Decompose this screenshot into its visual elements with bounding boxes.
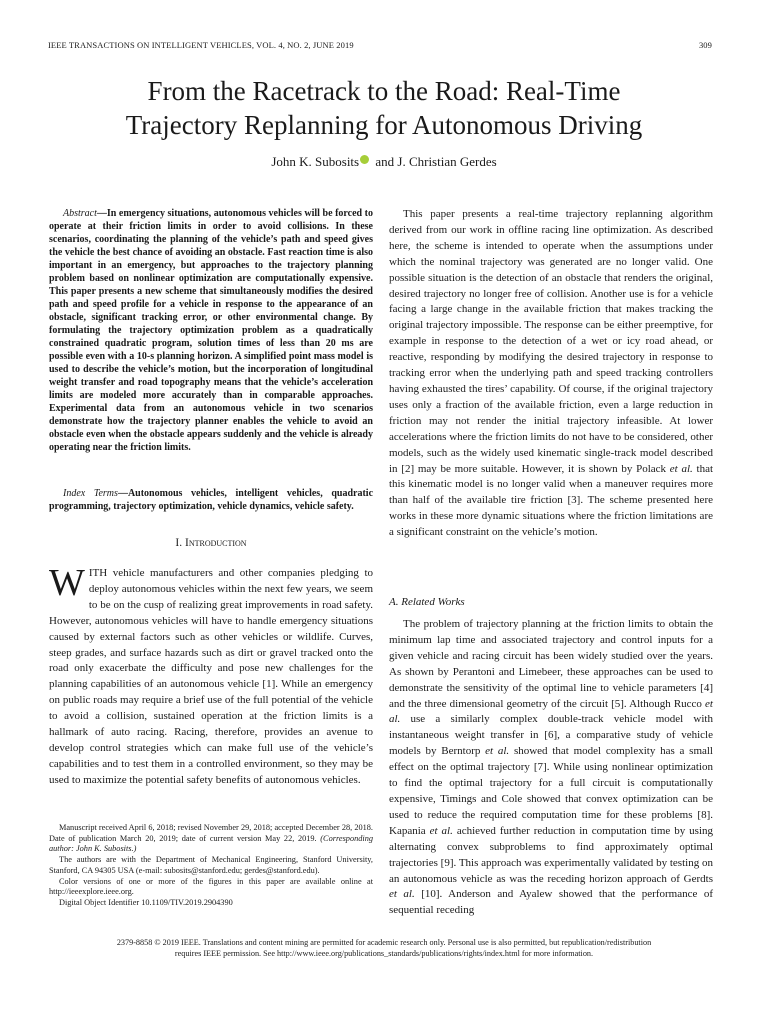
paper-title (0, 74, 768, 142)
index-terms-lead: Index Terms (63, 488, 118, 499)
footnote-received-text: Manuscript received April 6, 2018; revised November 29, 2018; accepted December 28, 2018. Date of publication March 20, 2019; date of current version May 22, 2019. (49, 823, 373, 843)
page-number: 309 (698, 40, 712, 50)
related-part-c: showed that model complexity has a small effect on the optimal trajectory [7]. While using nonlinear optimization to find the optimal trajectory for a full circuit is computationally expensive, Timings and Cole showed that convex optimization can be used to reduce the required computation time for these problems [8]. Kapania (389, 745, 713, 837)
title-line-1: From the Racetrack to the Road: Real-Time (147, 76, 621, 106)
copyright-notice (40, 937, 728, 959)
abstract (49, 207, 373, 454)
copyright-line-2: requires IEEE permission. See http://www.ieee.org/publications_standards/publications/rights/index.html for more information. (174, 949, 594, 958)
footnote-doi: Digital Object Identifier 10.1109/TIV.2019.2904390 (59, 897, 233, 907)
related-works-paragraph (389, 617, 713, 919)
right-paragraph-1-etal: et al. (669, 462, 693, 475)
index-terms-text: —Autonomous vehicles, intelligent vehicles, quadratic programming, trajectory optimization, vehicle dynamics, vehicle safety. (49, 488, 374, 512)
related-part-d: achieved further reduction in computation time by using alternating convex subproblems to find approximately optimal trajectories [9]. This approach was experimentally validated by testing on an autonomous vehicle as was the receding horizon approach of Gerdts (389, 824, 714, 885)
introduction-paragraph (49, 562, 373, 789)
abstract-text: —In emergency situations, autonomous vehicles will be forced to operate at their friction limits in order to avoid collisions. In these scenarios, coordinating the planning of the vehicle’s path and speed gives the vehicle the best chance of avoiding an obstacle. Fast reaction time is also important in an emergency, but approaches to the trajectory planning problem based on nonlinear optimization are computationally expensive. This paper presents a new scheme that simultaneously modifies the desired path and speed profile for a vehicle in response to the appearance of an obstacle, significant tracking error, or other environmental change. By formulating the trajectory optimization problem as a quadratically constrained quadratic program, solution times of less than 20 ms are possible even with a 10-s planning horizon. A simplified point mass model is used to describe the vehicle’s motion, but the incorporation of longitudinal weight transfer and road topography means that the vehicle’s acceleration limits are modeled more accurately than in comparable approaches. Experimental data from an autonomous vehicle in two scenarios demonstrate how the trajectory planner enables the vehicle to avoid an obstacle even when the obstacle appears suddenly and the vehicle is already operating near the friction limits. (49, 208, 373, 453)
running-head (48, 40, 712, 50)
orcid-icon[interactable] (360, 155, 369, 164)
related-part-a: The problem of trajectory planning at the friction limits to obtain the minimum lap time and associated trajectory and control inputs for a given vehicle and racing circuit has been widely studied over the years. As shown by Perantoni and Limebeer, these approaches can be used to demonstrate the sensitivity of the optimal line to vehicle parameters [4] and the three dimensional geometry of the circuit [5]. Although Rucco (389, 618, 713, 710)
author-rest: and J. Christian Gerdes (375, 154, 497, 169)
section-heading-introduction: I. Introduction (175, 537, 247, 549)
right-paragraph-1-part-a: This paper presents a real-time trajectory replanning algorithm derived from our work in offline racing line optimization. As described here, the scheme is intended to operate when the assumptions under which the nominal trajectory was generated are no longer valid. One possible situation is the detection of an obstacle that renders the original, desired trajectory no longer free of collision. Another use is for a vehicle facing a large change in the available friction that makes tracking the original trajectory impossible. The response can be either preemptive, for example in response to the detection of a wet or icy road ahead, or reactive, responding by modifying the desired trajectory in response to tracking error when the underlying path and speed tracking controllers having exhausted the tires’ capability. Of course, if the original trajectory uses only a fraction of the available friction, even a large reduction in friction may not render the initial trajectory infeasible. At lower accelerations where the friction limits do not have to be considered, other models, such as the widely used kinematic single-track model described in [2] may be more suitable. However, it is shown by Polack (389, 208, 713, 475)
right-paragraph-1 (389, 207, 713, 541)
footnotes (49, 823, 373, 909)
related-part-b: use a similarly complex double-track vehicle model with instantaneous weight transfer in [6], a comparative study of vehicle models by Berntorp (389, 713, 713, 758)
related-etal-3: et al. (429, 824, 453, 837)
footnote-color-versions: Color versions of one or more of the figures in this paper are available online at http://ieeexplore.ieee.org. (49, 876, 373, 897)
introduction-text: ITH vehicle manufacturers and other companies pledging to deploy autonomous vehicles within the next few years, we seem to be on the cusp of realizing great improvements in road safety. However, autonomous vehicles will have to handle emergency situations caused by external factors such as other vehicles or wildlife. Curves, steep grades, and surface hazards such as dirt or gravel tracked onto the road only exacerbate the difficulty and pose new challenges for the planning capabilities of an autonomous vehicle [1]. While an emergency on public roads may require a brief use of the full potential of the vehicle to avoid a collision, sustained operation at the friction limits is a hallmark of auto racing. Racing, therefore, provides an avenue to develop control strategies which can make full use of the vehicle’s capabilities and to test them in a controlled environment, so they may be used to maximize the potential safety benefits of autonomous vehicles. (49, 567, 373, 786)
related-part-e: [10]. Anderson and Ayalew showed that the performance of sequential receding (389, 888, 714, 917)
drop-cap: W (49, 562, 85, 604)
subsection-heading-related-works: A. Related Works (389, 596, 465, 608)
related-etal-2: et al. (485, 745, 510, 758)
right-paragraph-1-part-b: that this kinematic model is no longer valid when a maneuver requires more than half of the available tire friction [3]. The scheme presented here works in these more dynamic situations where the friction limitations are a significant constraint on the vehicle’s motion. (389, 462, 714, 539)
author-first: John K. Subosits (271, 154, 360, 169)
footnote-affiliation: The authors are with the Department of Mechanical Engineering, Stanford University, Stanford, CA 94305 USA (e-mail: subosits@stanford.edu; gerdes@stanford.edu). (49, 855, 373, 875)
author-list (0, 154, 768, 170)
related-etal-4: et al. (389, 888, 415, 901)
copyright-line-1: 2379-8858 © 2019 IEEE. Translations and content mining are permitted for academic research only. Personal use is also permitted, but republication/redistribution (116, 938, 652, 947)
title-line-2: Trajectory Replanning for Autonomous Driving (125, 110, 643, 140)
journal-name: IEEE TRANSACTIONS ON INTELLIGENT VEHICLES, VOL. 4, NO. 2, JUNE 2019 (48, 40, 354, 50)
index-terms (49, 487, 373, 513)
abstract-lead: Abstract (63, 208, 97, 219)
footnote-corresponding: (Corresponding author: John K. Subosits.) (49, 833, 373, 854)
related-etal-1: et al. (389, 697, 713, 726)
footnote-received (49, 823, 373, 855)
